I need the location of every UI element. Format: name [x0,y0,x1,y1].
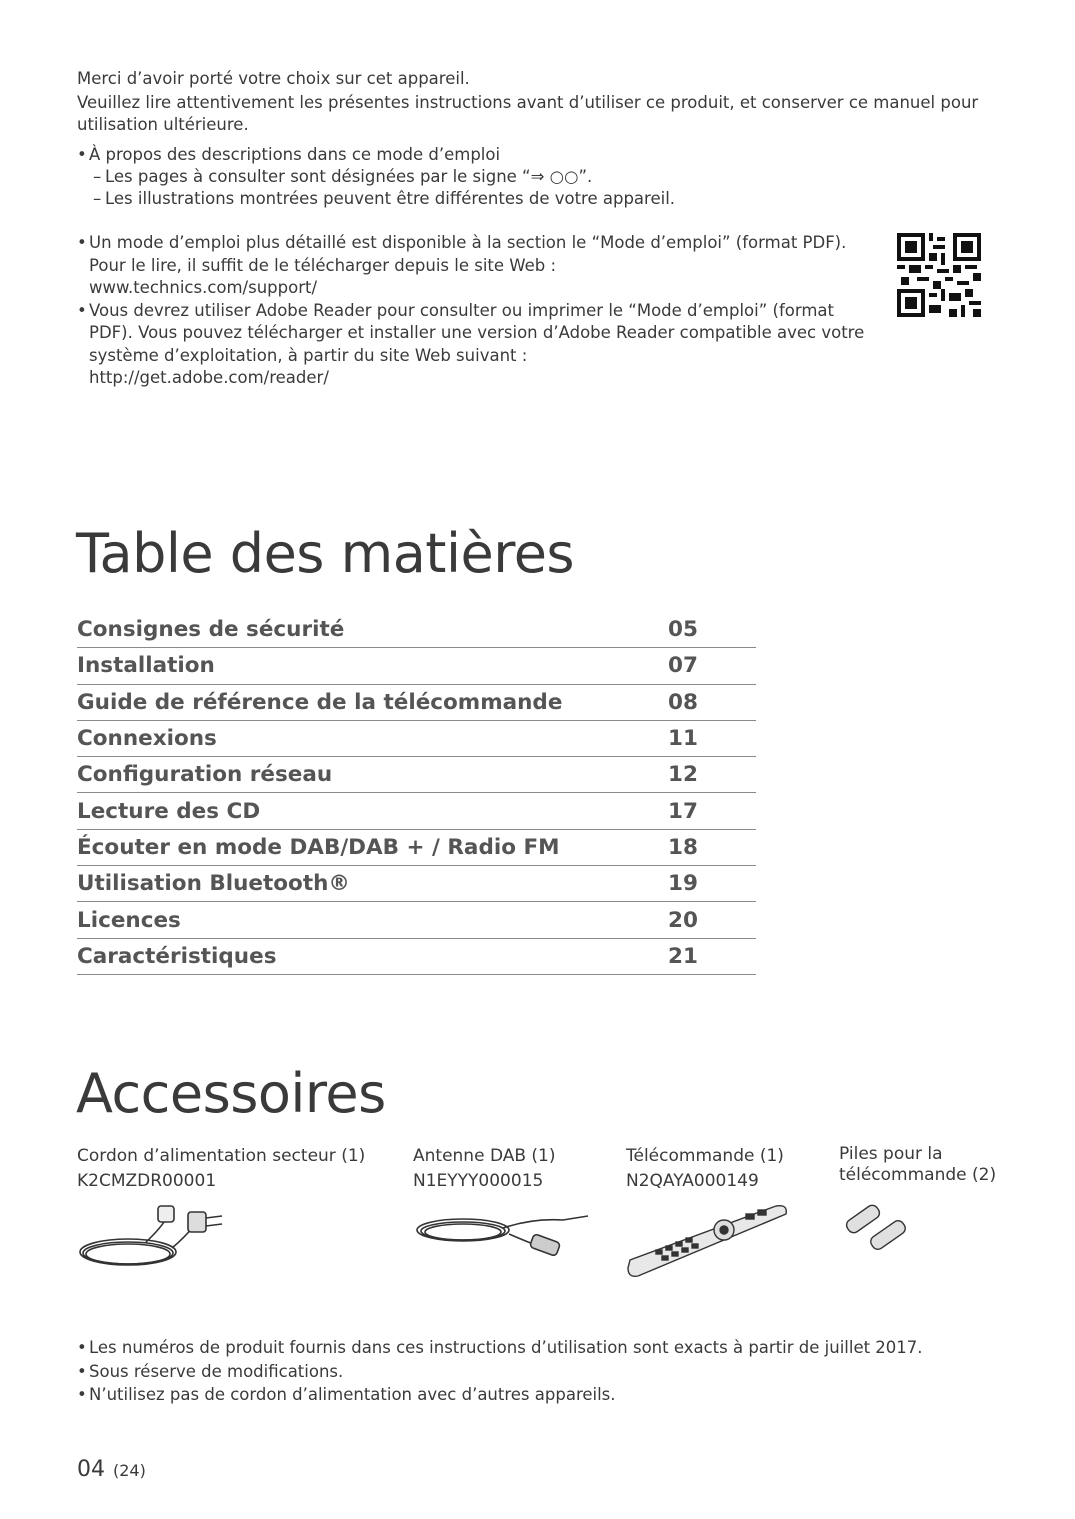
accessory-remote [626,1144,816,1194]
toc-row[interactable] [77,648,756,684]
adobe-url[interactable]: http://get.adobe.com/reader/ [89,368,329,387]
intro-read: Veuillez lire attentivement les présentes instructions avant d’utiliser ce produit, et conserver ce manuel pour utilisation ultérieure. [77,93,979,134]
toc-table [77,612,756,975]
toc-title: Table des matières [76,522,575,585]
toc-label: Connexions [77,726,217,752]
toc-row[interactable] [77,830,756,866]
intro-thanks: Merci d’avoir porté votre choix sur cet appareil. [77,69,470,88]
intro-section [77,68,997,210]
manual-text-2: Pour le lire, il suffit de le télécharger depuis le site Web : [89,255,557,275]
accessory-name: Antenne DAB (1) [413,1146,556,1166]
power-cord-icon [76,1198,226,1280]
accessories-title: Accessoires [76,1062,386,1125]
manual-text-1: • Un mode d’emploi plus détaillé est disponible à la section le “Mode d’emploi” (format PDF). [89,233,847,252]
accessory-dab-antenna [413,1144,603,1194]
toc-row[interactable] [77,793,756,829]
toc-page: 19 [668,871,698,897]
toc-page: 05 [668,617,698,643]
about-sub-1: – Les pages à consulter sont désignées par le signe “⇒ ○○”. [77,166,997,188]
toc-page: 07 [668,653,698,679]
remote-control-icon [626,1198,790,1282]
toc-label: Guide de référence de la télécommande [77,689,563,715]
page-number: 04 [77,1457,105,1482]
accessory-notes [77,1336,977,1407]
toc-row[interactable] [77,685,756,721]
toc-row[interactable] [77,866,756,902]
toc-label: Caractéristiques [77,943,277,969]
toc-row[interactable] [77,902,756,938]
toc-page: 11 [668,726,698,752]
toc-row[interactable] [77,612,756,648]
accessory-batteries [839,1144,1009,1186]
toc-label: Écouter en mode DAB/DAB + / Radio FM [77,834,560,860]
toc-row[interactable] [77,939,756,975]
manual-url[interactable]: www.technics.com/support/ [89,278,318,297]
toc-label: Configuration réseau [77,762,333,788]
toc-label: Utilisation Bluetooth® [77,871,350,897]
accessory-name: Cordon d’alimentation secteur (1) [77,1146,366,1166]
page-footer [77,1457,146,1482]
page-subnumber: (24) [113,1461,146,1480]
toc-page: 20 [668,907,698,933]
accessory-code: K2CMZDR00001 [77,1171,217,1191]
note-item: • N’utilisez pas de cordon d’alimentation avec d’autres appareils. [77,1383,977,1407]
toc-label: Lecture des CD [77,798,261,824]
toc-page: 12 [668,762,698,788]
note-item: • Les numéros de produit fournis dans ces instructions d’utilisation sont exacts à partir de juillet 2017. [77,1336,977,1360]
about-bullet: • À propos des descriptions dans ce mode d’emploi [77,144,997,166]
dab-antenna-icon [413,1198,591,1270]
manual-section [77,232,877,390]
batteries-icon [839,1198,915,1256]
accessory-code: N1EYYY000015 [413,1171,544,1191]
adobe-text: • Vous devrez utiliser Adobe Reader pour consulter ou imprimer le “Mode d’emploi” (format PDF). Vous pouvez télécharger et installer une version d’Adobe Reader compatible avec votre système d’exploitation, à partir du site Web suivant : [89,300,865,365]
toc-row[interactable] [77,721,756,757]
about-sub-2: – Les illustrations montrées peuvent être différentes de votre appareil. [77,188,997,210]
toc-page: 18 [668,834,698,860]
note-item: • Sous réserve de modifications. [77,1360,977,1384]
toc-label: Installation [77,653,215,679]
toc-page: 21 [668,943,698,969]
toc-row[interactable] [77,757,756,793]
toc-label: Consignes de sécurité [77,617,345,643]
adobe-bullet [77,300,877,390]
manual-bullet [77,232,877,300]
qr-code-icon [897,233,981,317]
accessory-name: Piles pour la télécommande (2) [839,1144,997,1185]
toc-label: Licences [77,907,181,933]
toc-page: 17 [668,798,698,824]
toc-page: 08 [668,689,698,715]
accessory-power-cord [77,1144,377,1194]
accessory-name: Télécommande (1) [626,1146,784,1166]
accessory-code: N2QAYA000149 [626,1171,759,1191]
